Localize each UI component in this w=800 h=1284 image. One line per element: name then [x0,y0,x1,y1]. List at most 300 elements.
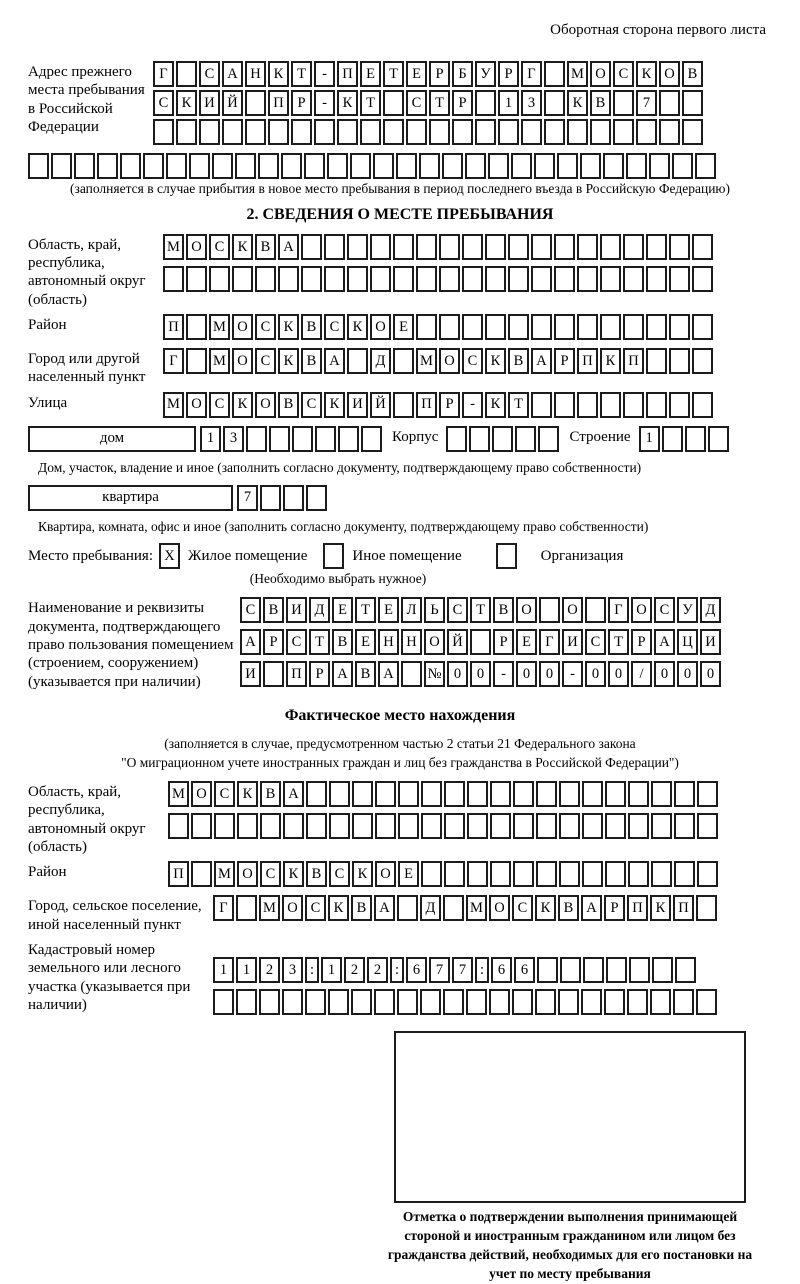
form-cell[interactable] [674,813,695,839]
form-cell[interactable] [442,153,463,179]
form-cell[interactable]: Р [291,90,312,116]
form-cell[interactable]: В [351,895,372,921]
form-cell[interactable] [577,234,598,260]
form-cell[interactable] [191,813,212,839]
form-cell[interactable] [559,781,580,807]
form-cell[interactable]: - [562,661,583,687]
form-cell[interactable] [490,861,511,887]
form-cell[interactable] [439,314,460,340]
form-cell[interactable]: К [278,314,299,340]
form-cell[interactable] [554,234,575,260]
form-cell[interactable] [650,989,671,1015]
form-cell[interactable] [567,119,588,145]
form-cell[interactable] [222,119,243,145]
form-cell[interactable] [697,861,718,887]
form-cell[interactable]: Т [291,61,312,87]
form-cell[interactable]: М [168,781,189,807]
form-cell[interactable] [669,314,690,340]
form-cell[interactable] [651,861,672,887]
form-cell[interactable]: Р [263,629,284,655]
form-cell[interactable]: О [191,781,212,807]
form-cell[interactable] [397,895,418,921]
form-cell[interactable]: - [314,90,335,116]
form-cell[interactable] [416,314,437,340]
form-cell[interactable] [536,781,557,807]
form-cell[interactable]: / [631,661,652,687]
form-cell[interactable] [696,895,717,921]
form-cell[interactable] [582,813,603,839]
form-cell[interactable]: К [567,90,588,116]
form-cell[interactable] [513,813,534,839]
form-cell[interactable] [301,234,322,260]
form-cell[interactable]: Е [332,597,353,623]
form-cell[interactable] [338,426,359,452]
form-cell[interactable] [577,314,598,340]
form-cell[interactable] [235,153,256,179]
form-cell[interactable] [669,266,690,292]
form-cell[interactable]: К [337,90,358,116]
form-cell[interactable]: К [636,61,657,87]
form-cell[interactable] [536,861,557,887]
form-cell[interactable] [329,813,350,839]
form-cell[interactable]: Е [378,597,399,623]
form-cell[interactable] [646,234,667,260]
form-cell[interactable]: М [214,861,235,887]
form-cell[interactable] [439,266,460,292]
form-cell[interactable] [236,895,257,921]
form-cell[interactable]: В [590,90,611,116]
form-cell[interactable]: Г [521,61,542,87]
form-cell[interactable] [421,813,442,839]
form-cell[interactable]: Р [604,895,625,921]
form-cell[interactable]: Р [429,61,450,87]
form-cell[interactable] [291,119,312,145]
form-cell[interactable] [467,813,488,839]
form-cell[interactable] [531,266,552,292]
form-cell[interactable] [646,314,667,340]
form-cell[interactable]: С [305,895,326,921]
form-cell[interactable]: О [562,597,583,623]
form-cell[interactable] [534,153,555,179]
form-cell[interactable]: С [260,861,281,887]
form-cell[interactable] [328,989,349,1015]
form-cell[interactable] [600,392,621,418]
form-cell[interactable] [508,266,529,292]
form-cell[interactable]: Т [429,90,450,116]
form-cell[interactable] [212,153,233,179]
form-cell[interactable] [347,266,368,292]
form-cell[interactable]: Р [439,392,460,418]
form-cell[interactable] [306,781,327,807]
form-cell[interactable]: И [199,90,220,116]
form-cell[interactable] [669,234,690,260]
form-cell[interactable]: М [163,234,184,260]
form-cell[interactable] [393,348,414,374]
form-cell[interactable]: К [232,392,253,418]
form-cell[interactable] [237,813,258,839]
form-cell[interactable] [554,314,575,340]
form-cell[interactable]: К [237,781,258,807]
form-cell[interactable]: 1 [200,426,221,452]
form-cell[interactable] [396,153,417,179]
form-cell[interactable] [462,314,483,340]
form-cell[interactable]: 7 [429,957,450,983]
form-cell[interactable] [383,90,404,116]
form-cell[interactable]: Н [245,61,266,87]
form-cell[interactable]: Г [213,895,234,921]
form-cell[interactable]: Д [700,597,721,623]
form-cell[interactable] [74,153,95,179]
form-cell[interactable] [674,861,695,887]
form-cell[interactable] [695,153,716,179]
form-cell[interactable]: Е [398,861,419,887]
form-cell[interactable] [613,119,634,145]
form-cell[interactable] [692,234,713,260]
form-cell[interactable]: Ц [677,629,698,655]
form-cell[interactable]: Д [309,597,330,623]
form-cell[interactable]: 0 [470,661,491,687]
form-cell[interactable] [236,989,257,1015]
form-cell[interactable]: О [370,314,391,340]
form-cell[interactable]: 6 [491,957,512,983]
form-cell[interactable] [646,348,667,374]
form-cell[interactable] [462,234,483,260]
form-cell[interactable] [281,153,302,179]
form-cell[interactable] [583,957,604,983]
form-cell[interactable]: В [682,61,703,87]
form-cell[interactable] [269,426,290,452]
form-cell[interactable] [259,989,280,1015]
form-cell[interactable] [199,119,220,145]
form-cell[interactable]: 0 [608,661,629,687]
form-cell[interactable]: С [255,348,276,374]
form-cell[interactable] [191,861,212,887]
form-cell[interactable]: В [558,895,579,921]
form-cell[interactable] [416,234,437,260]
form-cell[interactable] [623,266,644,292]
form-cell[interactable] [582,861,603,887]
form-cell[interactable]: С [585,629,606,655]
form-cell[interactable] [255,266,276,292]
form-cell[interactable] [600,234,621,260]
form-cell[interactable] [327,153,348,179]
form-cell[interactable] [246,426,267,452]
form-cell[interactable] [304,153,325,179]
form-cell[interactable] [153,119,174,145]
form-cell[interactable] [605,781,626,807]
form-cell[interactable]: О [186,392,207,418]
form-cell[interactable] [370,234,391,260]
form-cell[interactable]: И [240,661,261,687]
form-cell[interactable] [245,119,266,145]
form-cell[interactable]: А [654,629,675,655]
form-cell[interactable] [350,153,371,179]
form-cell[interactable] [420,989,441,1015]
form-cell[interactable] [444,861,465,887]
form-cell[interactable]: 6 [406,957,427,983]
form-cell[interactable] [283,813,304,839]
form-cell[interactable] [258,153,279,179]
form-cell[interactable]: П [416,392,437,418]
form-cell[interactable]: О [237,861,258,887]
form-cell[interactable]: С [301,392,322,418]
checkbox[interactable]: X [159,543,180,569]
form-cell[interactable]: М [416,348,437,374]
form-cell[interactable] [361,426,382,452]
form-cell[interactable] [544,61,565,87]
form-cell[interactable] [557,153,578,179]
form-cell[interactable]: П [163,314,184,340]
form-cell[interactable]: О [186,234,207,260]
form-cell[interactable] [559,813,580,839]
form-cell[interactable] [260,813,281,839]
form-cell[interactable] [544,119,565,145]
form-cell[interactable] [652,957,673,983]
form-cell[interactable]: 0 [677,661,698,687]
form-cell[interactable]: Р [631,629,652,655]
form-cell[interactable]: Й [447,629,468,655]
form-cell[interactable] [189,153,210,179]
form-cell[interactable] [697,781,718,807]
form-cell[interactable]: Н [401,629,422,655]
form-cell[interactable]: Р [498,61,519,87]
form-cell[interactable]: С [214,781,235,807]
form-cell[interactable] [443,989,464,1015]
form-cell[interactable]: К [268,61,289,87]
form-cell[interactable]: О [232,348,253,374]
form-cell[interactable]: Е [360,61,381,87]
form-cell[interactable] [466,989,487,1015]
form-cell[interactable] [143,153,164,179]
form-cell[interactable] [646,392,667,418]
form-cell[interactable]: О [631,597,652,623]
form-cell[interactable]: 0 [447,661,468,687]
form-cell[interactable] [282,989,303,1015]
form-cell[interactable] [421,861,442,887]
form-cell[interactable] [214,813,235,839]
form-cell[interactable]: 2 [259,957,280,983]
form-cell[interactable] [186,348,207,374]
form-cell[interactable]: Л [401,597,422,623]
form-cell[interactable] [536,813,557,839]
form-cell[interactable]: А [324,348,345,374]
form-cell[interactable] [675,957,696,983]
form-cell[interactable]: К [352,861,373,887]
form-cell[interactable]: Г [608,597,629,623]
form-cell[interactable] [393,266,414,292]
form-cell[interactable]: А [240,629,261,655]
form-cell[interactable]: Й [222,90,243,116]
form-cell[interactable] [708,426,729,452]
form-cell[interactable]: С [199,61,220,87]
form-cell[interactable]: О [232,314,253,340]
form-cell[interactable]: Т [309,629,330,655]
form-cell[interactable] [538,426,559,452]
form-cell[interactable]: : [305,957,319,983]
form-cell[interactable]: А [278,234,299,260]
form-cell[interactable]: К [232,234,253,260]
form-cell[interactable]: 0 [585,661,606,687]
form-cell[interactable] [492,426,513,452]
form-cell[interactable]: Е [516,629,537,655]
form-cell[interactable]: 6 [514,957,535,983]
form-cell[interactable] [627,989,648,1015]
form-cell[interactable] [28,153,49,179]
form-cell[interactable] [443,895,464,921]
form-cell[interactable]: С [329,861,350,887]
form-cell[interactable] [329,781,350,807]
form-cell[interactable] [580,153,601,179]
form-cell[interactable] [623,314,644,340]
form-cell[interactable]: О [424,629,445,655]
form-cell[interactable] [283,485,304,511]
form-cell[interactable] [603,153,624,179]
form-cell[interactable] [429,119,450,145]
form-cell[interactable]: 0 [700,661,721,687]
form-cell[interactable] [605,861,626,887]
form-cell[interactable] [351,989,372,1015]
form-cell[interactable] [489,989,510,1015]
form-cell[interactable] [393,234,414,260]
form-cell[interactable]: Е [355,629,376,655]
form-cell[interactable] [278,266,299,292]
form-cell[interactable] [260,485,281,511]
form-cell[interactable]: Ь [424,597,445,623]
form-cell[interactable]: : [475,957,489,983]
form-cell[interactable] [490,781,511,807]
form-cell[interactable] [360,119,381,145]
form-cell[interactable] [521,119,542,145]
form-cell[interactable] [628,813,649,839]
form-cell[interactable] [186,314,207,340]
form-cell[interactable] [623,234,644,260]
form-cell[interactable] [511,153,532,179]
form-cell[interactable]: С [447,597,468,623]
form-cell[interactable] [465,153,486,179]
form-cell[interactable]: В [508,348,529,374]
form-cell[interactable]: А [222,61,243,87]
form-cell[interactable]: 0 [539,661,560,687]
form-cell[interactable] [651,813,672,839]
form-cell[interactable] [669,348,690,374]
form-cell[interactable]: Г [163,348,184,374]
checkbox[interactable] [323,543,344,569]
form-cell[interactable] [577,392,598,418]
form-cell[interactable]: 2 [367,957,388,983]
form-cell[interactable]: С [286,629,307,655]
form-cell[interactable] [305,989,326,1015]
form-cell[interactable] [554,392,575,418]
form-cell[interactable]: П [168,861,189,887]
form-cell[interactable] [337,119,358,145]
form-cell[interactable] [673,989,694,1015]
form-cell[interactable] [439,234,460,260]
form-cell[interactable] [416,266,437,292]
form-cell[interactable] [467,781,488,807]
form-cell[interactable] [398,781,419,807]
checkbox[interactable] [496,543,517,569]
form-cell[interactable]: О [255,392,276,418]
form-cell[interactable]: П [337,61,358,87]
form-cell[interactable] [324,266,345,292]
form-cell[interactable] [512,989,533,1015]
form-cell[interactable]: П [268,90,289,116]
form-cell[interactable]: 7 [636,90,657,116]
form-cell[interactable] [662,426,683,452]
form-cell[interactable] [558,989,579,1015]
form-cell[interactable] [600,314,621,340]
form-cell[interactable] [488,153,509,179]
form-cell[interactable] [452,119,473,145]
form-cell[interactable] [268,119,289,145]
form-cell[interactable] [623,392,644,418]
form-cell[interactable]: Б [452,61,473,87]
form-cell[interactable] [168,813,189,839]
form-cell[interactable] [628,781,649,807]
form-cell[interactable] [475,90,496,116]
form-cell[interactable]: 0 [654,661,675,687]
form-cell[interactable] [373,153,394,179]
form-cell[interactable] [347,234,368,260]
form-cell[interactable] [263,661,284,687]
form-cell[interactable] [692,314,713,340]
form-cell[interactable]: - [493,661,514,687]
form-cell[interactable] [697,813,718,839]
form-cell[interactable] [485,314,506,340]
form-cell[interactable] [508,314,529,340]
form-cell[interactable] [537,957,558,983]
form-cell[interactable] [560,957,581,983]
form-cell[interactable]: К [485,392,506,418]
form-cell[interactable] [213,989,234,1015]
form-cell[interactable] [406,119,427,145]
form-cell[interactable] [166,153,187,179]
form-cell[interactable] [401,661,422,687]
form-cell[interactable] [315,426,336,452]
form-cell[interactable] [604,989,625,1015]
form-cell[interactable]: М [259,895,280,921]
form-cell[interactable] [446,426,467,452]
form-cell[interactable]: Р [452,90,473,116]
form-cell[interactable]: А [374,895,395,921]
form-cell[interactable]: А [581,895,602,921]
form-cell[interactable]: М [163,392,184,418]
form-cell[interactable]: П [673,895,694,921]
form-cell[interactable]: В [493,597,514,623]
form-cell[interactable]: Р [493,629,514,655]
form-cell[interactable]: М [209,348,230,374]
form-cell[interactable]: 2 [344,957,365,983]
form-cell[interactable] [467,861,488,887]
form-cell[interactable]: К [328,895,349,921]
form-cell[interactable] [672,153,693,179]
form-cell[interactable] [582,781,603,807]
form-cell[interactable]: К [283,861,304,887]
form-cell[interactable]: А [283,781,304,807]
form-cell[interactable]: С [406,90,427,116]
form-cell[interactable]: С [512,895,533,921]
form-cell[interactable] [659,90,680,116]
form-cell[interactable] [324,234,345,260]
form-cell[interactable] [498,119,519,145]
form-cell[interactable] [636,119,657,145]
form-cell[interactable] [306,813,327,839]
form-cell[interactable] [590,119,611,145]
form-cell[interactable]: М [466,895,487,921]
form-cell[interactable]: В [260,781,281,807]
form-cell[interactable] [577,266,598,292]
form-cell[interactable]: 3 [223,426,244,452]
